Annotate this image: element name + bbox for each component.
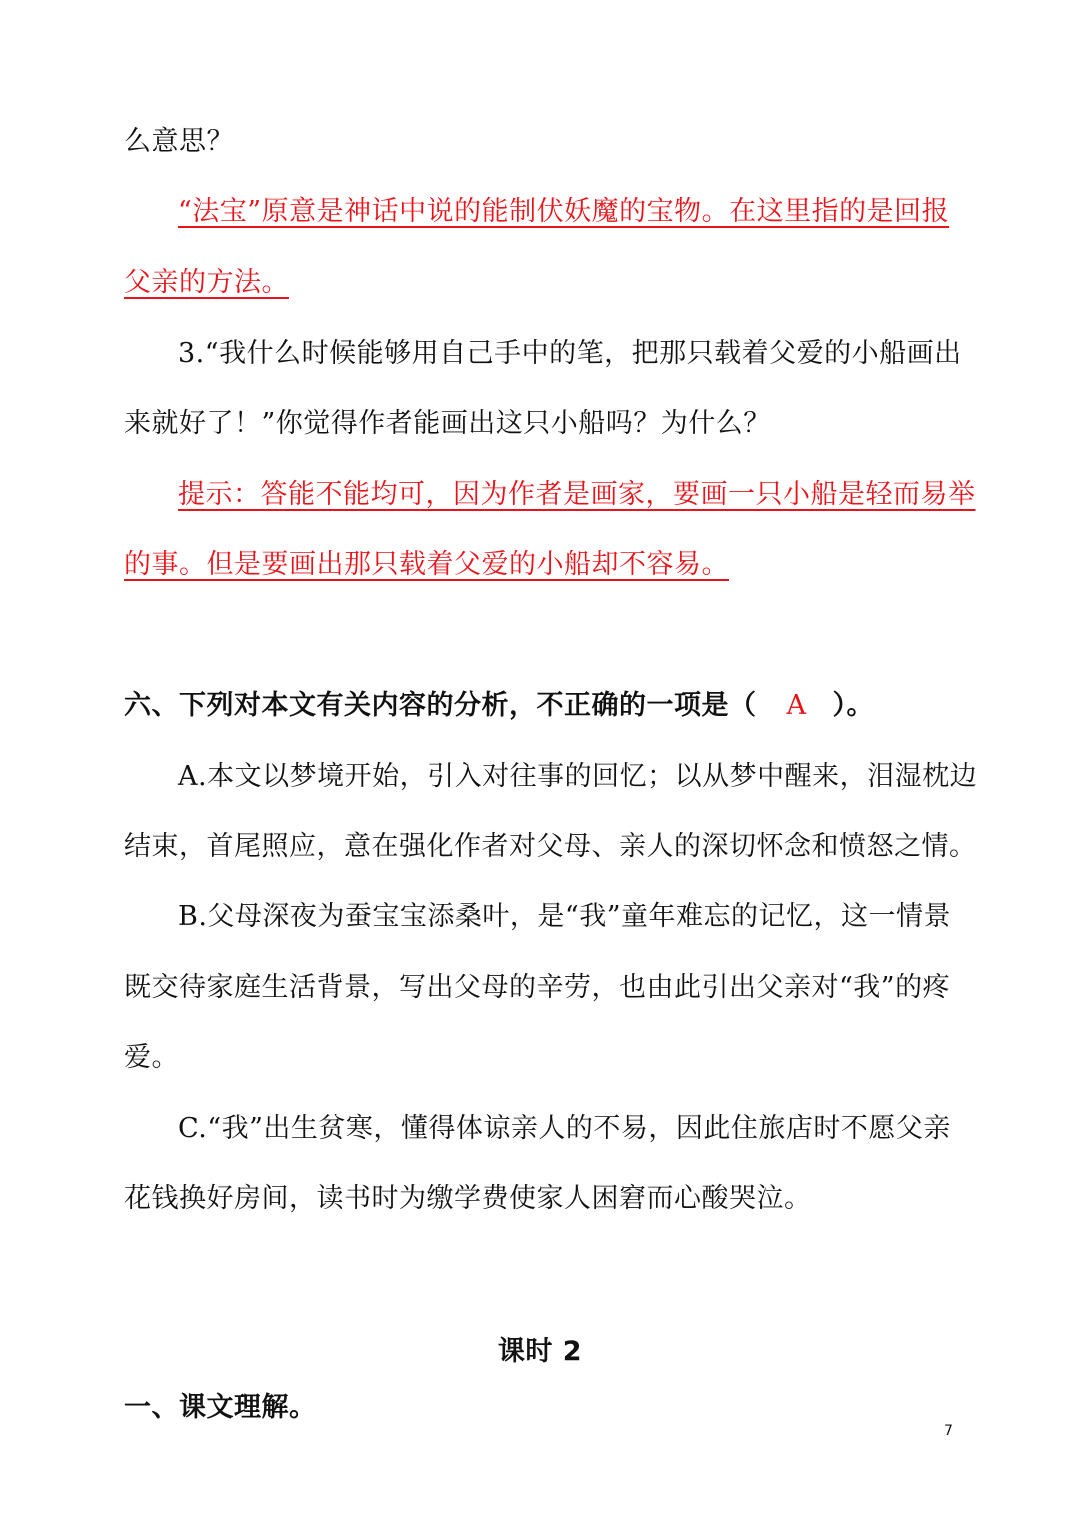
answer-3-line-2 bbox=[124, 547, 960, 583]
question-6-answer: A bbox=[786, 690, 807, 721]
answer-3-line-1 bbox=[124, 477, 976, 513]
option-c-line-2: 花钱换好房间，读书时为缴学费使家人困窘而心酸哭泣。 bbox=[124, 1183, 812, 1214]
question-6-suffix: ）。 bbox=[832, 690, 874, 721]
answer-2-line-2-text: 父亲的方法。 bbox=[124, 267, 289, 298]
question-6 bbox=[124, 688, 960, 724]
question-3-line-1: 3.“我什么时候能够用自己手中的笔，把那只载着父爱的小船画出 bbox=[178, 338, 962, 369]
answer-3-line-2-text: 的事。但是要画出那只载着父爱的小船却不容易。 bbox=[124, 549, 729, 580]
option-b-line-1: B.父母深夜为蚕宝宝添桑叶，是“我”童年难忘的记忆，这一情景 bbox=[178, 901, 952, 932]
question-3-line-2: 来就好了！”你觉得作者能画出这只小船吗？为什么？ bbox=[124, 408, 771, 439]
answer-2-line-1: “法宝”原意是神话中说的能制伏妖魔的宝物。在这里指的是回报 bbox=[178, 196, 950, 227]
option-a-line-1: A.本文以梦境开始，引入对往事的回忆；以从梦中醒来，泪湿枕边 bbox=[178, 761, 978, 792]
answer-3-line-1-text: 提示：答能不能均可，因为作者是画家，要画一只小船是轻而易举 bbox=[178, 479, 976, 510]
option-a-line-2: 结束，首尾照应，意在强化作者对父母、亲人的深切怀念和愤怒之情。 bbox=[124, 831, 977, 862]
option-c-line-1: C.“我”出生贫寒，懂得体谅亲人的不易，因此住旅店时不愿父亲 bbox=[178, 1113, 951, 1144]
option-b-line-3: 爱。 bbox=[124, 1042, 179, 1073]
answer-2-line-2 bbox=[124, 265, 960, 301]
option-b-line-2: 既交待家庭生活背景，写出父母的辛劳，也由此引出父亲对“我”的疼 bbox=[124, 972, 951, 1003]
question-6-prefix: 六、下列对本文有关内容的分析，不正确的一项是（ bbox=[124, 690, 757, 721]
question-2-tail: 么意思？ bbox=[124, 126, 234, 157]
page-number: 7 bbox=[944, 1423, 953, 1439]
lesson-title: 课时 2 bbox=[497, 1336, 583, 1367]
section-heading: 一、课文理解。 bbox=[124, 1392, 317, 1423]
